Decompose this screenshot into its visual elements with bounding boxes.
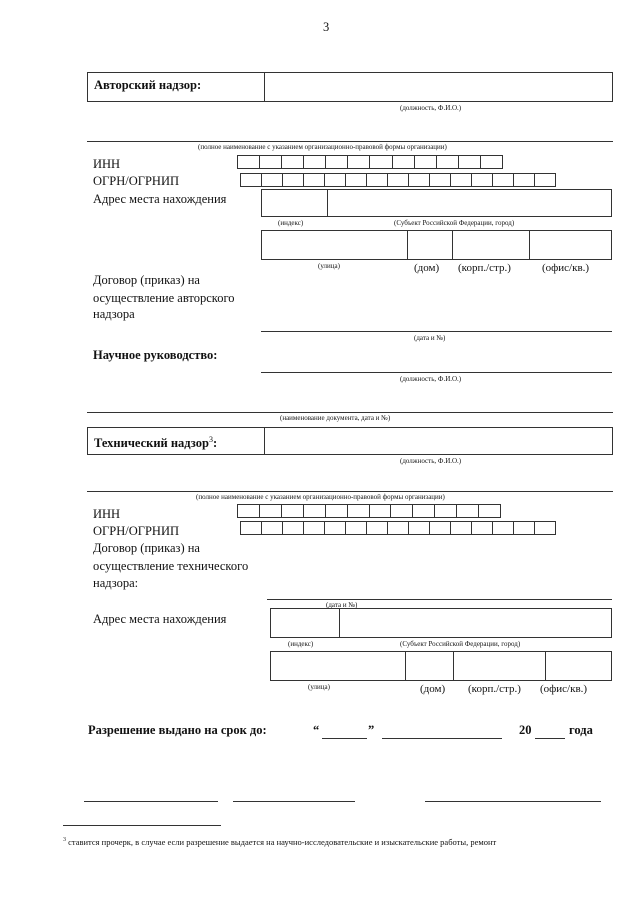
tech-index-field[interactable] <box>271 609 338 637</box>
author-office-caption: (офис/кв.) <box>542 262 590 274</box>
tech-street-caption: (улица) <box>308 683 330 691</box>
tech-building-caption: (корп./стр.) <box>468 683 521 695</box>
author-supervision-title: Авторский надзор: <box>94 78 202 92</box>
author-org-caption: (полное наименование с указанием организационно-правовой формы организации) <box>198 143 447 151</box>
author-supervision-box <box>87 72 613 102</box>
author-ogrn-label: ОГРН/ОГРНИП <box>93 174 179 188</box>
footnote: $^3$ ставится прочерк, в случае если разрешение выдается на научно-исследовательские и изыскательские работы, ремонт <box>63 836 497 847</box>
permit-label: Разрешение выдано на срок до: <box>88 723 267 737</box>
tech-contract-line[interactable] <box>267 599 612 600</box>
tech-address-box <box>270 608 612 638</box>
tech-region-field[interactable] <box>340 609 611 637</box>
signature-name-line[interactable] <box>425 801 601 802</box>
author-building-field[interactable] <box>453 231 528 259</box>
science-doc-line[interactable] <box>87 412 613 413</box>
author-inn-cells[interactable] <box>237 155 503 169</box>
author-contract-line2: осуществление авторского <box>93 291 235 305</box>
author-inn-label: ИНН <box>93 157 121 171</box>
tech-office-caption: (офис/кв.) <box>540 683 588 695</box>
author-building-caption: (корп./стр.) <box>458 262 511 274</box>
divider <box>264 73 265 101</box>
footnote-separator <box>63 825 221 826</box>
author-street-box <box>261 230 612 260</box>
tech-contract-line2: осуществление технического <box>93 559 249 573</box>
author-org-line[interactable] <box>87 141 613 142</box>
tech-building-field[interactable] <box>454 652 544 680</box>
author-index-field[interactable] <box>262 190 326 216</box>
permit-year-prefix: 20 <box>519 723 532 737</box>
signature-position-line[interactable] <box>84 801 218 802</box>
tech-org-caption: (полное наименование с указанием организационно-правовой формы организации) <box>196 493 445 501</box>
author-region-caption: (Субъект Российской Федерации, город) <box>394 219 515 227</box>
permit-quote-close: ” <box>368 723 375 737</box>
tech-contract-line3: надзора: <box>93 576 139 590</box>
author-ogrn-cells[interactable] <box>240 173 556 187</box>
science-position-line[interactable] <box>261 372 612 373</box>
author-region-field[interactable] <box>328 190 611 216</box>
tech-ogrn-label: ОГРН/ОГРНИП <box>93 524 179 538</box>
author-date-caption: (дата и №) <box>414 334 446 342</box>
science-doc-caption: (наименование документа, дата и №) <box>280 414 391 422</box>
tech-house-caption: (дом) <box>420 683 446 695</box>
tech-index-caption: (индекс) <box>288 640 314 648</box>
author-contract-line[interactable] <box>261 331 612 332</box>
divider <box>264 428 265 454</box>
tech-house-field[interactable] <box>406 652 452 680</box>
science-title: Научное руководство: <box>93 348 218 362</box>
tech-position-caption: (должность, Ф.И.О.) <box>400 457 462 465</box>
author-address-label: Адрес места нахождения <box>93 192 227 206</box>
author-street-field[interactable] <box>262 231 406 259</box>
tech-office-field[interactable] <box>546 652 611 680</box>
author-office-field[interactable] <box>530 231 611 259</box>
author-position-caption: (должность, Ф.И.О.) <box>400 104 462 112</box>
author-index-caption: (индекс) <box>278 219 304 227</box>
tech-org-line[interactable] <box>87 491 613 492</box>
tech-street-box <box>270 651 612 681</box>
author-address-box <box>261 189 612 217</box>
permit-year-suffix: года <box>569 723 593 737</box>
permit-day-field[interactable] <box>322 738 367 739</box>
author-house-caption: (дом) <box>414 262 440 274</box>
tech-street-field[interactable] <box>271 652 404 680</box>
tech-date-caption: (дата и №) <box>326 601 358 609</box>
author-contract-line3: надзора <box>93 307 135 321</box>
tech-supervision-title: Технический надзор$^3$: <box>94 435 218 451</box>
author-position-field[interactable] <box>266 73 612 101</box>
author-contract-line1: Договор (приказ) на <box>93 273 200 287</box>
permit-month-field[interactable] <box>382 738 502 739</box>
tech-supervision-box <box>87 427 613 455</box>
tech-address-label: Адрес места нахождения <box>93 612 227 626</box>
tech-inn-label: ИНН <box>93 507 121 521</box>
tech-region-caption: (Субъект Российской Федерации, город) <box>400 640 521 648</box>
author-house-field[interactable] <box>408 231 451 259</box>
tech-ogrn-cells[interactable] <box>240 521 556 535</box>
tech-contract-line1: Договор (приказ) на <box>93 541 200 555</box>
tech-inn-cells[interactable] <box>237 504 501 518</box>
tech-position-field[interactable] <box>266 428 612 454</box>
page-number: 3 <box>323 20 330 34</box>
science-position-caption: (должность, Ф.И.О.) <box>400 375 462 383</box>
signature-line[interactable] <box>233 801 355 802</box>
author-street-caption: (улица) <box>318 262 340 270</box>
permit-quote-open: “ <box>313 723 320 737</box>
permit-year-field[interactable] <box>535 738 565 739</box>
